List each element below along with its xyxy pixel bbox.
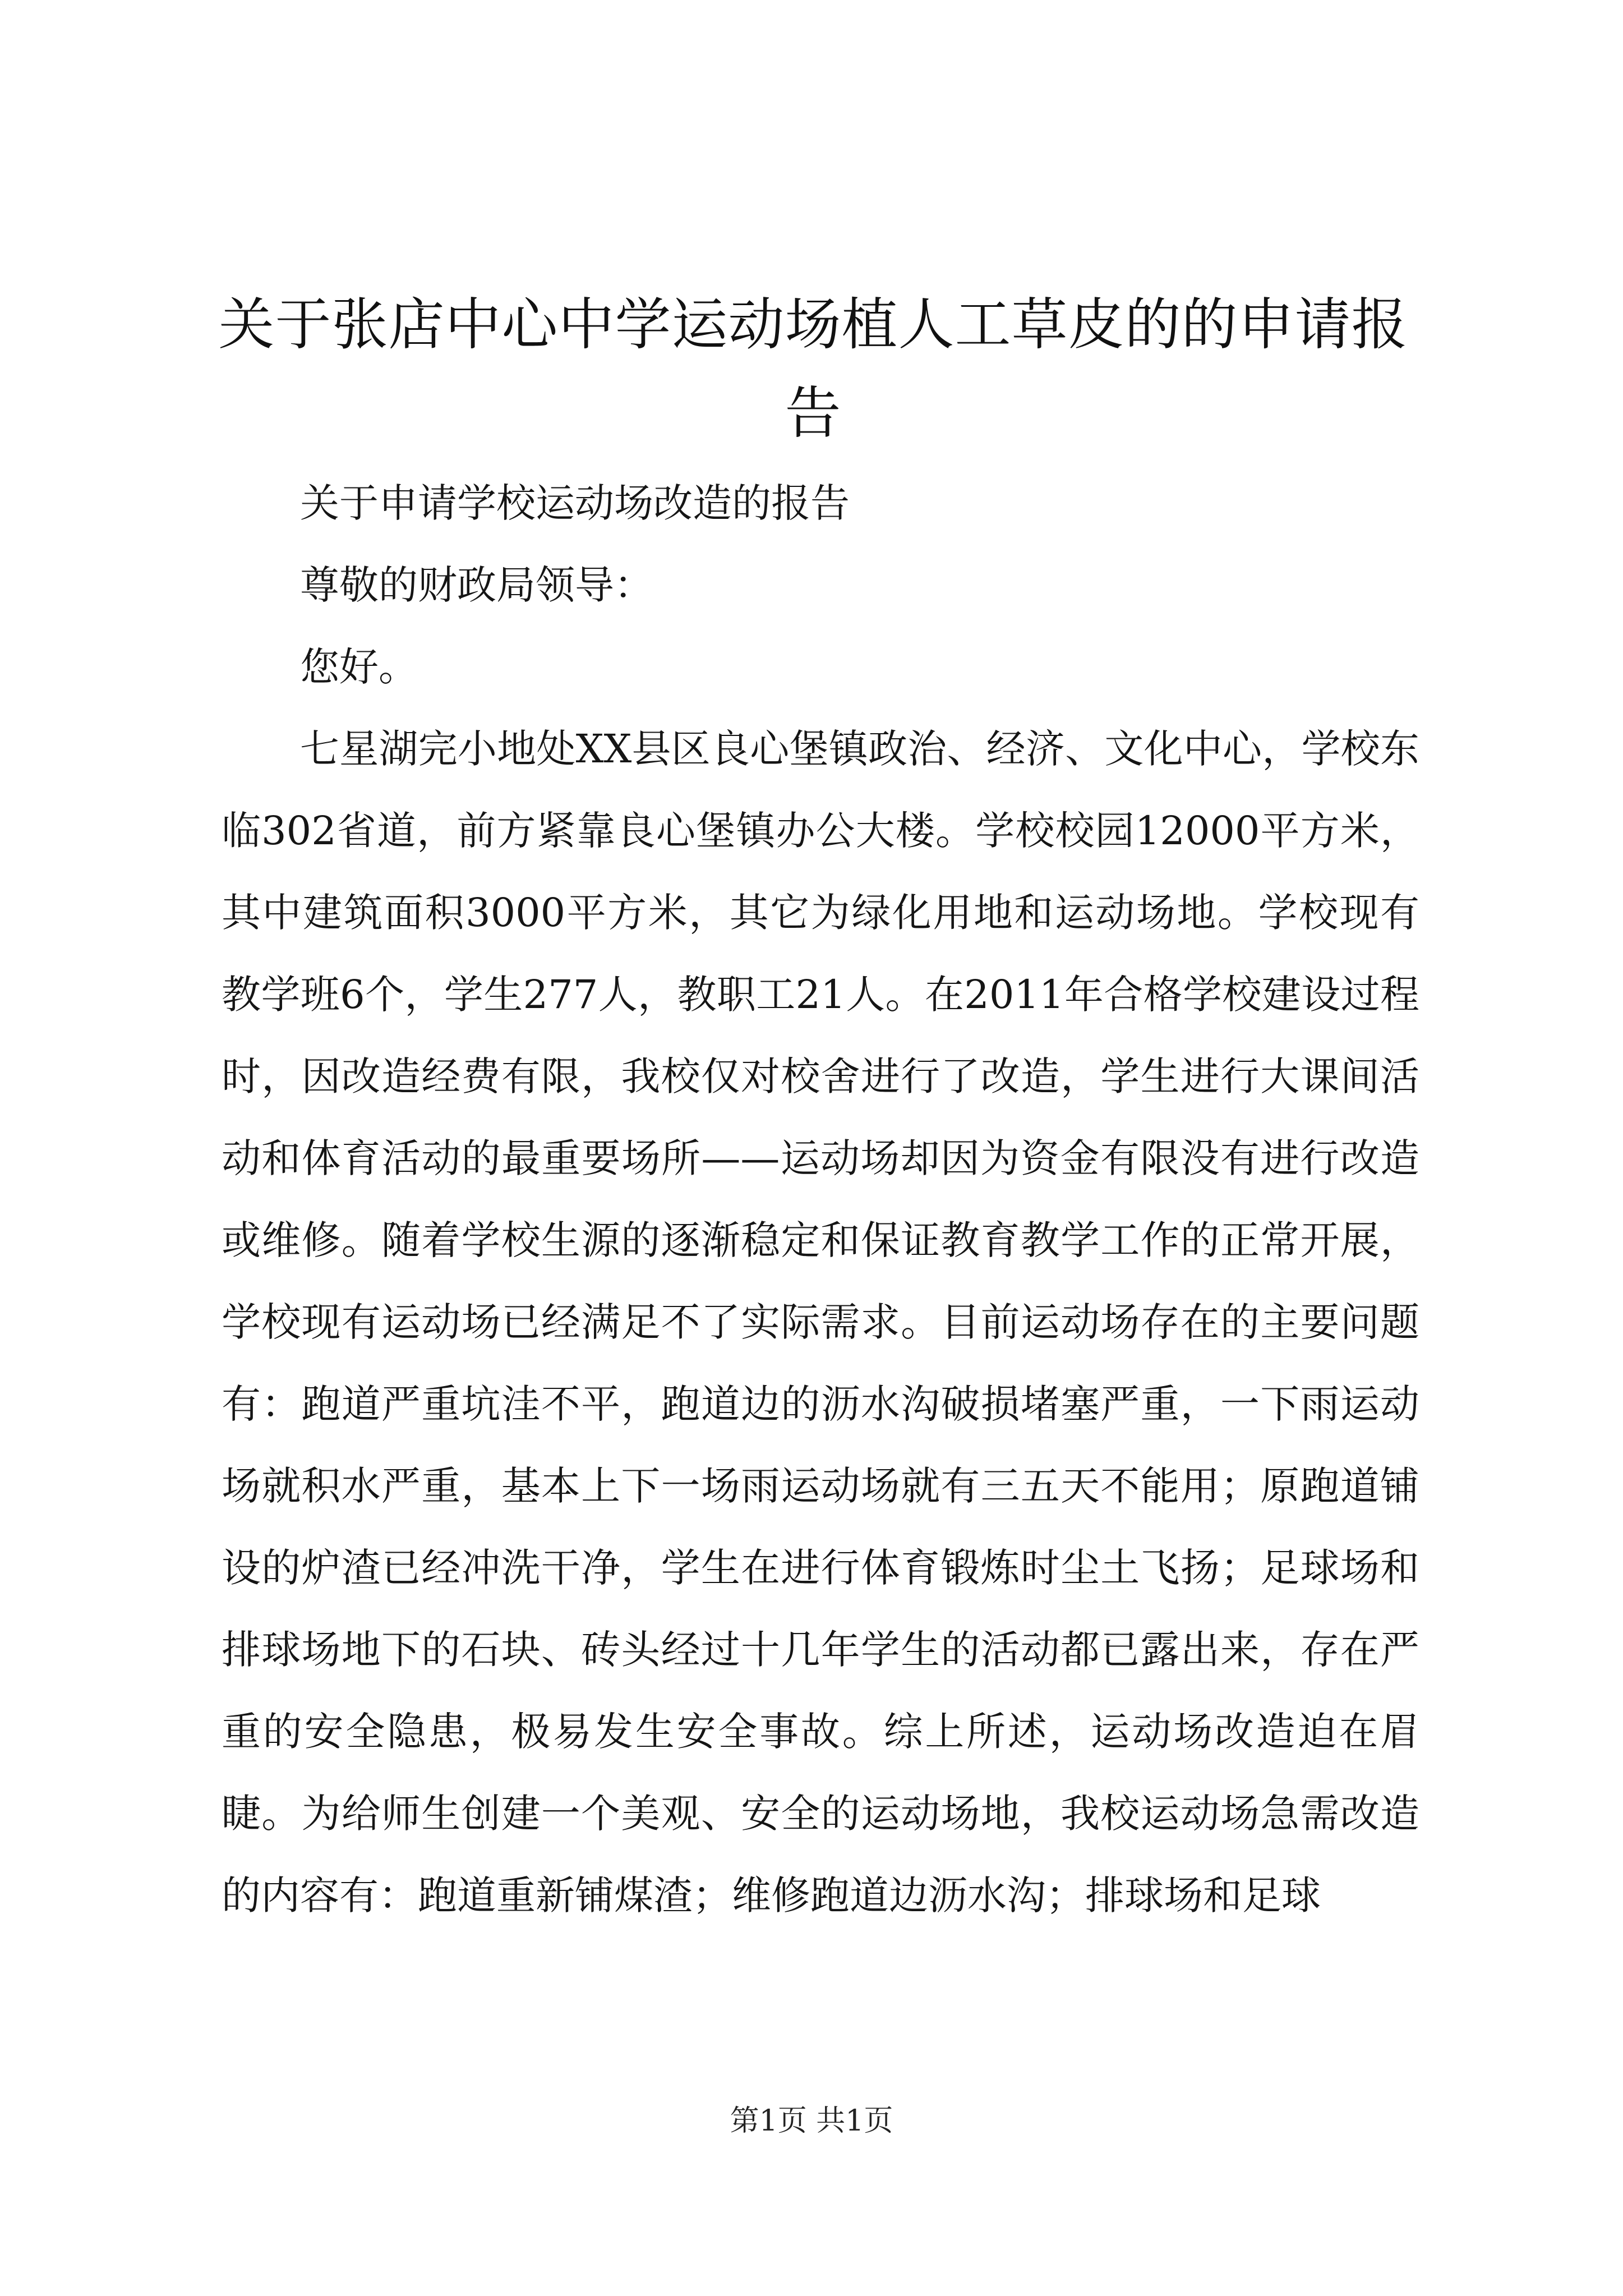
paragraph-greeting: 您好。 bbox=[300, 644, 418, 690]
page-footer: 第1页 共1页 bbox=[730, 2104, 893, 2138]
document-body bbox=[222, 462, 1419, 1936]
paragraph-main-text: 七星湖完小地处XX县区良心堡镇政治、经济、文化中心，学校东临302省道，前方紧靠良心堡镇办公大楼。学校校园12000平方米，其中建筑面积3000平方米，其它为绿化用地和运动场地。学校现有教学班6个，学生277人，教职工21人。在2011年合格学校建设过程时，因改造经费有限，我校仅对校舍进行了改造，学生进行大课间活动和体育活动的最重要场所——运动场却因为资金有限没有进行改造或维修。随着学校生源的逐渐稳定和保证教育教学工作的正常开展，学校现有运动场已经满足不了实际需求。目前运动场存在的主要问题有：跑道严重坑洼不平，跑道边的沥水沟破损堵塞严重，一下雨运动场就积水严重，基本上下一场雨运动场就有三五天不能用；原跑道铺设的炉渣已经冲洗干净，学生在进行体育锻炼时尘土飞扬；足球场和排球场地下的石块、砖头经过十几年学生的活动都已露出来，存在严重的安全隐患，极易发生安全事故。综上所述，运动场改造迫在眉睫。为给师生创建一个美观、安全的运动场地，我校运动场急需改造的内容有：跑道重新铺煤渣；维修跑道边沥水沟；排球场和足球 bbox=[222, 726, 1419, 1918]
paragraph-salutation: 尊敬的财政局领导： bbox=[300, 562, 653, 608]
paragraph-report-heading: 关于申请学校运动场改造的报告 bbox=[300, 480, 850, 526]
document-title: 关于张店中心中学运动场植人工草皮的的申请报告 bbox=[218, 292, 1408, 446]
